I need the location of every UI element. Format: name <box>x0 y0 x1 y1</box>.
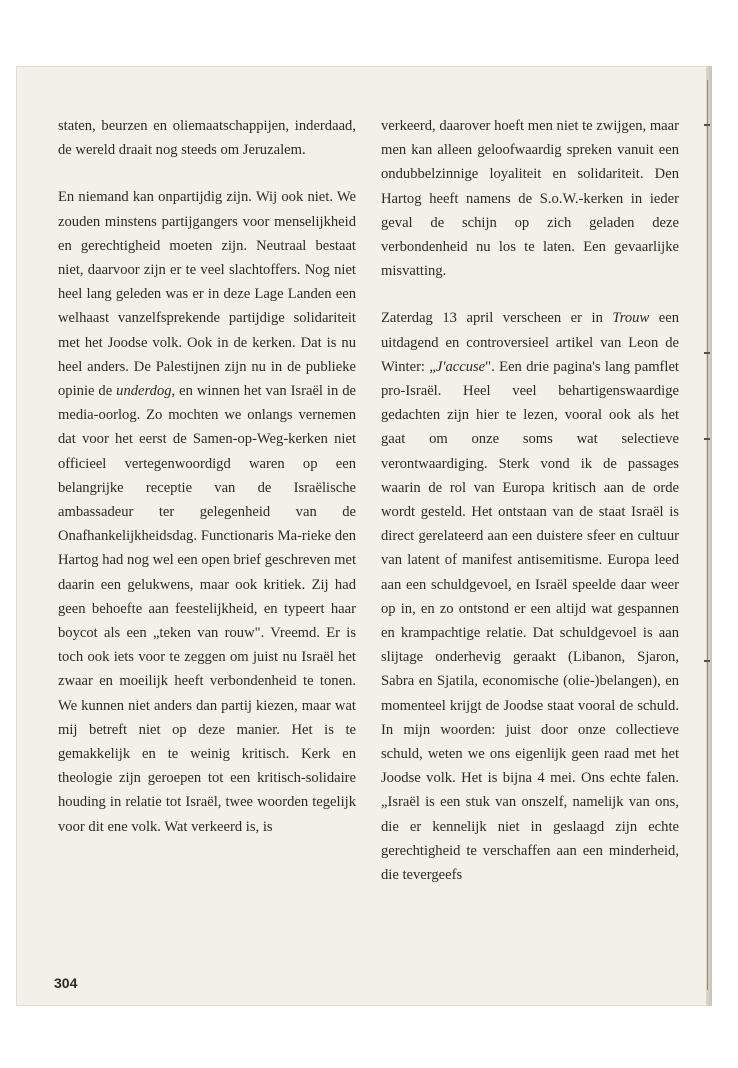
text-run: en winnen het van Israël in de media-oorlog. Zo mochten we onlangs vernemen dat voor het eerst de Samen-op-Weg-kerken niet officieel vertegenwoordigd waren op een belangrijke receptie van de Israëlische ambassadeur ter gelegenheid van de Onafhankelijkheidsdag. Functionaris Ma-rieke den Hartog had nog wel een open brief geschreven met daarin een gelukwens, maar ook kritiek. Zij had geen behoefte aan feestelijkheid, en typeert haar boycot als een „teken van rouw". Vreemd. Er is toch ook iets voor te zeggen om juist nu Israël het zwaar en moeilijk heeft verbondenheid te tonen. We kunnen niet anders dan partij kiezen, maar wat mij betreft niet op deze manier. Het is te gemakkelijk en te weinig kritisch. Kerk en theologie zijn geroepen tot een kritisch-solidaire houding in relatie tot Israël, twee woorden tegelijk voor dit ene volk. Wat verkeerd is, is <box>58 383 356 835</box>
right-text-column <box>381 114 679 887</box>
edge-mark <box>704 438 710 440</box>
page-number: 304 <box>54 975 78 991</box>
italic-text: underdog, <box>116 383 176 400</box>
edge-mark <box>704 124 710 126</box>
edge-mark <box>704 352 710 354</box>
spine-line <box>707 80 708 990</box>
paragraph <box>381 114 679 283</box>
edge-mark <box>704 660 710 662</box>
text-run: ". Een drie pagina's lang pamflet pro-Israël. Heel veel behartigenswaardige gedachten zijn hier te lezen, vooral ook als het gaat om onze soms wat selectieve verontwaardiging. Sterk vond ik de passages waarin de rol van Europa kritisch aan de orde wordt gesteld. Het ontstaan van de staat Israël is direct gerelateerd aan een duistere sfeer en cultuur van latent of manifest antisemitisme. Europa leed aan een schuldgevoel, en Israël speelde daar weer op in, en zo ontstond er een altijd wat gespannen en krampachtige relatie. Dat schuldgevoel is aan slijtage onderhevig geraakt (Libanon, Sjaron, Sabra en Sjatila, economische (olie-)belangen), en momenteel krijgt de Joodse staat vooral de schuld. In mijn woorden: juist door onze collectieve schuld, weten we ons eigenlijk geen raad met het Joodse volk. Het is bijna 4 mei. Ons echte falen. „Israël is een stuk van onszelf, namelijk van ons, die er kennelijk niet in geslaagd zijn echte gerechtigheid te verschaffen aan een minderheid, die tevergeefs <box>381 358 679 884</box>
left-text-column <box>58 114 356 839</box>
paragraph <box>58 185 356 838</box>
text-run: staten, beurzen en oliemaatschappijen, inderdaad, de wereld draait nog steeds om Jeruzalem. <box>58 118 356 159</box>
text-run: Zaterdag 13 april verscheen er in <box>381 310 613 327</box>
italic-text: J'accuse <box>435 358 486 375</box>
italic-text: Trouw <box>612 310 650 327</box>
text-run: verkeerd, daarover hoeft men niet te zwijgen, maar men kan alleen geloofwaardig spreken vanuit een ondubbelzinnige loyaliteit en solidariteit. Den Hartog heeft namens de S.o.W.-kerken in ieder geval de schijn op zich geladen deze verbondenheid nu los te laten. Een gevaarlijke misvatting. <box>381 118 679 280</box>
paragraph <box>58 114 356 162</box>
paragraph <box>381 306 679 887</box>
text-run: En niemand kan onpartijdig zijn. Wij ook niet. We zouden minstens partijgangers voor menselijkheid en gerechtigheid moeten zijn. Neutraal bestaat niet, daarvoor zijn er te veel slachtoffers. Nog niet heel lang geleden was er in deze Lage Landen een welhaast vanzelfsprekende partijdige solidariteit met het Joodse volk. Ook in de kerken. Dat is nu heel anders. De Palestijnen zijn nu in de publieke opinie de <box>58 189 356 400</box>
text-run: een uitdagend en controversieel artikel van Leon de Winter: „ <box>381 310 679 375</box>
